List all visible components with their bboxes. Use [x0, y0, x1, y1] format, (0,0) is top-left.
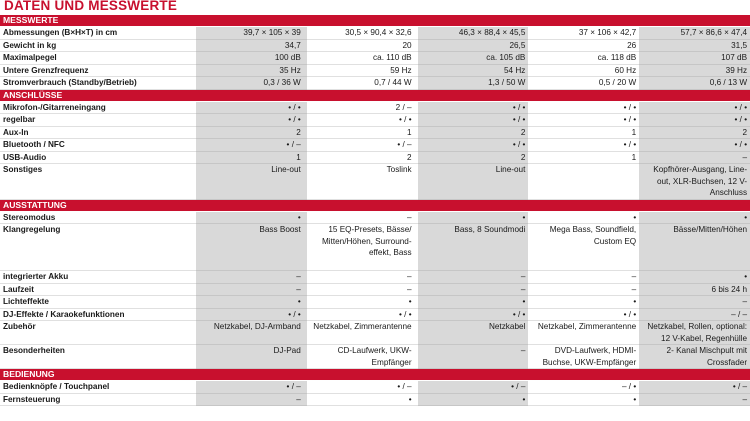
cell-product-1: Line-out	[196, 164, 307, 200]
cell-product-4: – / •	[528, 381, 639, 394]
cell-product-1: • / •	[196, 101, 307, 114]
row-label: Fernsteuerung	[0, 393, 196, 406]
row-label: Zubehör	[0, 321, 196, 345]
row-label: regelbar	[0, 114, 196, 127]
table-row	[0, 283, 750, 296]
row-label: Lichteffekte	[0, 296, 196, 309]
row-label: integrierter Akku	[0, 271, 196, 284]
section-title: AUSSTATTUNG	[0, 199, 750, 211]
cell-product-5: –	[639, 393, 750, 406]
cell-product-3: • / –	[418, 381, 529, 394]
cell-product-1: Netzkabel, DJ-Armband	[196, 321, 307, 345]
cell-product-2: • / •	[307, 308, 418, 321]
cell-product-3: •	[418, 211, 529, 224]
page-title: DATEN UND MESSWERTE	[4, 0, 178, 13]
cell-product-5: 2	[639, 126, 750, 139]
cell-product-2: 1	[307, 126, 418, 139]
cell-product-2: 2	[307, 151, 418, 164]
cell-product-4: 1	[528, 126, 639, 139]
cell-product-4: • / •	[528, 308, 639, 321]
table-row	[0, 381, 750, 394]
table-row	[0, 151, 750, 164]
cell-product-1: 35 Hz	[196, 64, 307, 77]
row-label: Abmessungen (B×H×T) in cm	[0, 27, 196, 40]
table-row	[0, 114, 750, 127]
cell-product-4: •	[528, 211, 639, 224]
cell-product-2: –	[307, 283, 418, 296]
table-row	[0, 345, 750, 369]
cell-product-2: 30,5 × 90,4 × 32,6	[307, 27, 418, 40]
cell-product-3: • / •	[418, 101, 529, 114]
table-row	[0, 77, 750, 90]
cell-product-3: 2	[418, 126, 529, 139]
section-header	[0, 15, 750, 27]
section-header	[0, 89, 750, 101]
cell-product-1: 34,7	[196, 39, 307, 52]
cell-product-1: –	[196, 271, 307, 284]
cell-product-3: • / •	[418, 308, 529, 321]
data-table	[0, 15, 750, 406]
cell-product-2: Netzkabel, Zimmerantenne	[307, 321, 418, 345]
row-label: Bedienknöpfe / Touchpanel	[0, 381, 196, 394]
cell-product-5: •	[639, 271, 750, 284]
cell-product-2: 2 / –	[307, 101, 418, 114]
table-body	[0, 15, 750, 406]
table-row	[0, 393, 750, 406]
cell-product-2: • / –	[307, 139, 418, 152]
cell-product-4: • / •	[528, 101, 639, 114]
cell-product-5: • / •	[639, 101, 750, 114]
table-row	[0, 164, 750, 200]
table-row	[0, 211, 750, 224]
table-row	[0, 101, 750, 114]
cell-product-1: –	[196, 283, 307, 296]
row-label: Besonderheiten	[0, 345, 196, 369]
cell-product-5: 0,6 / 13 W	[639, 77, 750, 90]
cell-product-1: DJ-Pad	[196, 345, 307, 369]
cell-product-4: DVD-Laufwerk, HDMI-Buchse, UKW-Empfänger	[528, 345, 639, 369]
cell-product-3: –	[418, 345, 529, 369]
table-row	[0, 64, 750, 77]
cell-product-1: • / •	[196, 308, 307, 321]
row-label: Gewicht in kg	[0, 39, 196, 52]
cell-product-1: • / –	[196, 139, 307, 152]
table-row	[0, 139, 750, 152]
cell-product-1: 39,7 × 105 × 39	[196, 27, 307, 40]
row-label: DJ-Effekte / Karaokefunktionen	[0, 308, 196, 321]
cell-product-3: –	[418, 271, 529, 284]
row-label: USB-Audio	[0, 151, 196, 164]
cell-product-1: •	[196, 211, 307, 224]
cell-product-2: 59 Hz	[307, 64, 418, 77]
cell-product-3: Netzkabel	[418, 321, 529, 345]
section-title: ANSCHLÜSSE	[0, 89, 750, 101]
cell-product-2: •	[307, 393, 418, 406]
cell-product-5: • / •	[639, 114, 750, 127]
row-label: Bluetooth / NFC	[0, 139, 196, 152]
table-row	[0, 39, 750, 52]
row-label: Stromverbrauch (Standby/Betrieb)	[0, 77, 196, 90]
cell-product-3: 26,5	[418, 39, 529, 52]
cell-product-1: 2	[196, 126, 307, 139]
table-row	[0, 52, 750, 65]
cell-product-4: • / •	[528, 114, 639, 127]
cell-product-5: Netzkabel, Rollen, optional: 12 V-Kabel, Regenhülle	[639, 321, 750, 345]
row-label: Untere Grenzfrequenz	[0, 64, 196, 77]
cell-product-5: •	[639, 211, 750, 224]
row-label: Maximalpegel	[0, 52, 196, 65]
cell-product-2: •	[307, 296, 418, 309]
cell-product-5: 107 dB	[639, 52, 750, 65]
cell-product-1: –	[196, 393, 307, 406]
cell-product-1: 1	[196, 151, 307, 164]
cell-product-4: 37 × 106 × 42,7	[528, 27, 639, 40]
cell-product-2: 0,7 / 44 W	[307, 77, 418, 90]
table-row	[0, 126, 750, 139]
cell-product-5: Kopfhörer-Ausgang, Line-out, XLR-Buchsen, 12 V-Anschluss	[639, 164, 750, 200]
cell-product-1: 100 dB	[196, 52, 307, 65]
table-row	[0, 296, 750, 309]
cell-product-5: 31,5	[639, 39, 750, 52]
cell-product-5: – / –	[639, 308, 750, 321]
cell-product-5: –	[639, 296, 750, 309]
cell-product-3: 2	[418, 151, 529, 164]
cell-product-2: –	[307, 271, 418, 284]
table-row	[0, 321, 750, 345]
cell-product-2: ca. 110 dB	[307, 52, 418, 65]
cell-product-3: •	[418, 296, 529, 309]
row-label: Klangregelung	[0, 224, 196, 271]
cell-product-4: 60 Hz	[528, 64, 639, 77]
cell-product-2: • / •	[307, 114, 418, 127]
cell-product-2: 15 EQ-Presets, Bässe/ Mitten/Höhen, Surround- effekt, Bass	[307, 224, 418, 271]
cell-product-3: 1,3 / 50 W	[418, 77, 529, 90]
row-label: Stereomodus	[0, 211, 196, 224]
cell-product-5: Bässe/Mitten/Höhen	[639, 224, 750, 271]
cell-product-4: 26	[528, 39, 639, 52]
cell-product-3: ca. 105 dB	[418, 52, 529, 65]
table-row	[0, 308, 750, 321]
cell-product-5: • / –	[639, 381, 750, 394]
cell-product-3: –	[418, 283, 529, 296]
cell-product-5: 57,7 × 86,6 × 47,4	[639, 27, 750, 40]
cell-product-4: Netzkabel, Zimmerantenne	[528, 321, 639, 345]
table-row	[0, 271, 750, 284]
cell-product-4: –	[528, 283, 639, 296]
cell-product-2: –	[307, 211, 418, 224]
row-label: Sonstiges	[0, 164, 196, 200]
cell-product-4: –	[528, 271, 639, 284]
cell-product-1: •	[196, 296, 307, 309]
cell-product-1: 0,3 / 36 W	[196, 77, 307, 90]
cell-product-3: • / •	[418, 139, 529, 152]
table-row	[0, 224, 750, 271]
cell-product-4: • / •	[528, 139, 639, 152]
cell-product-2: Toslink	[307, 164, 418, 200]
table-row	[0, 27, 750, 40]
cell-product-5: 2- Kanal Mischpult mit Crossfader	[639, 345, 750, 369]
cell-product-4: Mega Bass, Soundfield, Custom EQ	[528, 224, 639, 271]
cell-product-3: 54 Hz	[418, 64, 529, 77]
section-title: MESSWERTE	[0, 15, 750, 27]
cell-product-3: Line-out	[418, 164, 529, 200]
section-header	[0, 199, 750, 211]
cell-product-5: • / •	[639, 139, 750, 152]
cell-product-1: • / –	[196, 381, 307, 394]
cell-product-4: 1	[528, 151, 639, 164]
row-label: Laufzeit	[0, 283, 196, 296]
cell-product-4	[528, 164, 639, 200]
cell-product-3: •	[418, 393, 529, 406]
cell-product-5: 6 bis 24 h	[639, 283, 750, 296]
cell-product-2: 20	[307, 39, 418, 52]
cell-product-4: ca. 118 dB	[528, 52, 639, 65]
row-label: Mikrofon-/Gitarreneingang	[0, 101, 196, 114]
cell-product-2: CD-Laufwerk, UKW-Empfänger	[307, 345, 418, 369]
cell-product-1: • / •	[196, 114, 307, 127]
cell-product-4: 0,5 / 20 W	[528, 77, 639, 90]
cell-product-5: –	[639, 151, 750, 164]
cell-product-4: •	[528, 296, 639, 309]
cell-product-4: •	[528, 393, 639, 406]
cell-product-3: Bass, 8 Soundmodi	[418, 224, 529, 271]
cell-product-1: Bass Boost	[196, 224, 307, 271]
row-label: Aux-In	[0, 126, 196, 139]
section-header	[0, 369, 750, 381]
section-title: BEDIENUNG	[0, 369, 750, 381]
cell-product-3: • / •	[418, 114, 529, 127]
cell-product-2: • / –	[307, 381, 418, 394]
cell-product-5: 39 Hz	[639, 64, 750, 77]
cell-product-3: 46,3 × 88,4 × 45,5	[418, 27, 529, 40]
